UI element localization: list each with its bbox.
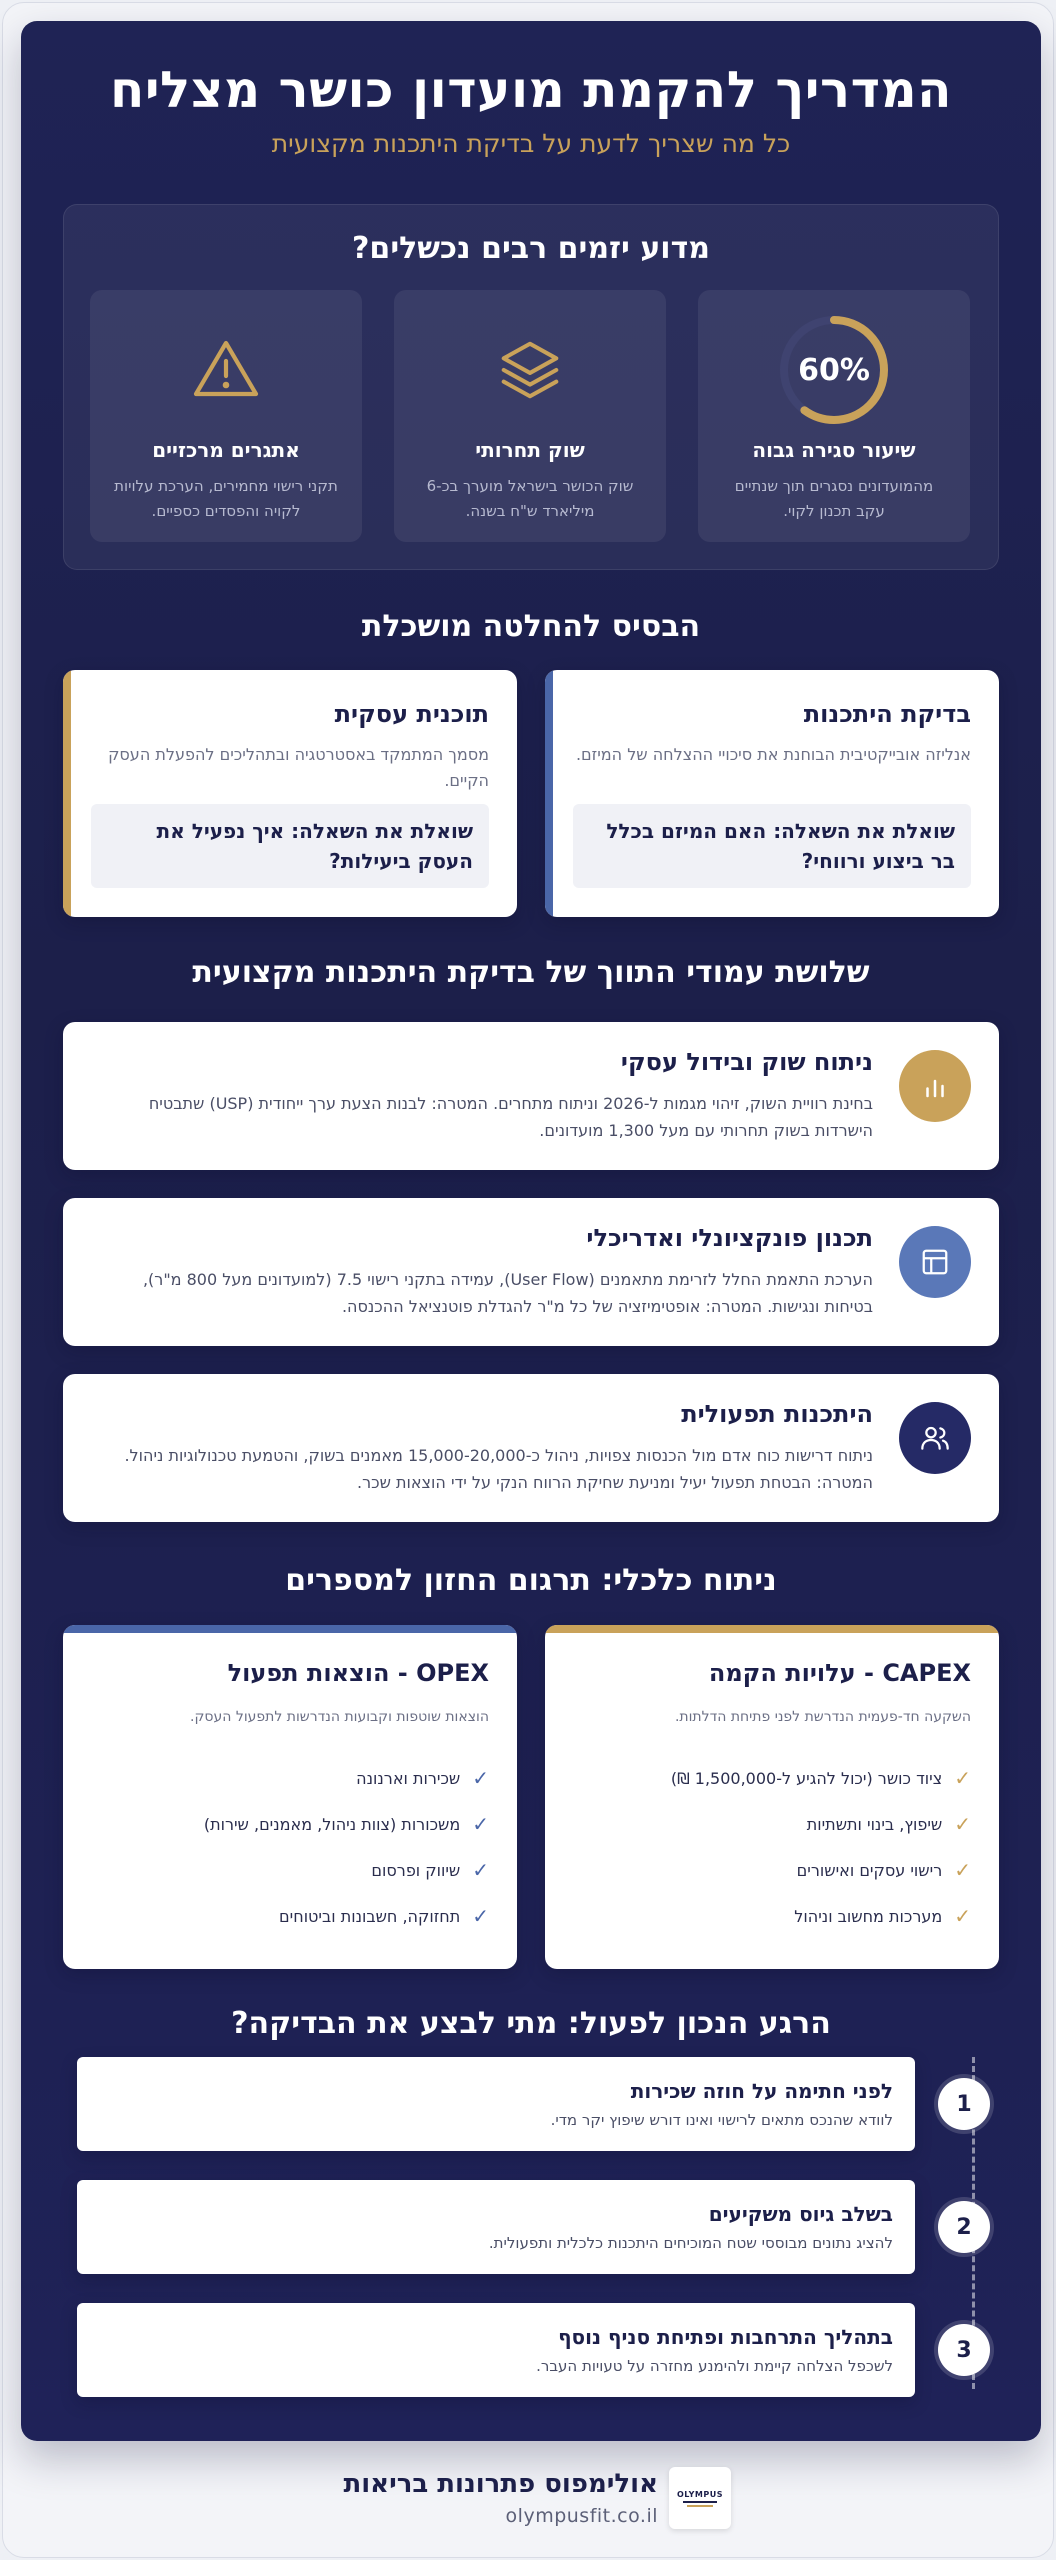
pillar-text: הערכת התאמת החלל לזרימת מתאמנים (User Flow), עמידה בתקני רישוי 7.5 (למועדונים מעל 800 מ"ר), בטיחות ונגישות. המטרה: אופטימיזציה של כל מ"ר להגדלת פוטנציאל ההכנסה. bbox=[142, 1270, 873, 1316]
stat-card-title: שוק תחרותי bbox=[475, 438, 585, 462]
finance-card-desc: הוצאות שוטפות וקבועות הנדרשות לתפעול העסק. bbox=[190, 1709, 489, 1725]
stat-card-title: שיעור סגירה גבוה bbox=[752, 438, 916, 462]
pillars-title: שלושת עמודי התווך של בדיקת היתכנות מקצועית bbox=[192, 955, 870, 990]
stat-card-text: תקני רישוי מחמירים, הערכת עלויות לקויה והפסדים כספיים. bbox=[114, 477, 338, 520]
finance-title: ניתוח כלכלי: תרגום החזון למספרים bbox=[285, 1563, 777, 1598]
pillar-text: ניתוח דרישות כוח אדם מול הכנסות צפויות, ניהול כ-15,000-20,000 מאמנים בשוק, והטמעת טכנולוגיות ניהול. המטרה: הבטחת תפעול יעיל ומניעת שחיקת הרווח הנקי על ידי הוצאות שכר. bbox=[124, 1446, 873, 1492]
check-icon: ✓ bbox=[954, 1858, 971, 1882]
basis-card-title: בדיקת היתכנות bbox=[803, 700, 971, 728]
timeline-step-1 bbox=[77, 2057, 915, 2151]
why-fail-section bbox=[63, 204, 999, 570]
pillar-operational-feasibility bbox=[63, 1374, 999, 1522]
list-item: ✓ שיפוץ, בינוי ותשתיות bbox=[806, 1812, 971, 1836]
check-icon: ✓ bbox=[472, 1766, 489, 1790]
layout-icon bbox=[899, 1226, 971, 1298]
page-frame bbox=[2, 2, 1054, 2558]
stat-card-closure-rate bbox=[698, 290, 970, 542]
basis-card-text: מסמך המתמקד באסטרטגיה ובתהליכים להפעלת העסק הקיים. bbox=[108, 745, 489, 790]
list-item: ✓ שיווק ופרסום bbox=[371, 1858, 489, 1882]
finance-card-title: OPEX - הוצאות תפעול bbox=[227, 1659, 489, 1687]
check-icon: ✓ bbox=[472, 1812, 489, 1836]
page-title: המדריך להקמת מועדון כושר מצליח bbox=[109, 61, 953, 119]
pillar-title: תכנון פונקציונלי ואדריכלי bbox=[586, 1224, 873, 1252]
list-item: ✓ משכורות (צוות ניהול, מאמנים, שירות) bbox=[203, 1812, 489, 1836]
finance-card-capex bbox=[545, 1625, 999, 1969]
stat-card-title: אתגרים מרכזיים bbox=[152, 438, 300, 462]
footer-website-link[interactable]: olympusfit.co.il bbox=[505, 2505, 658, 2527]
check-icon: ✓ bbox=[472, 1904, 489, 1928]
footer-company-name: אולימפוס פתרונות בריאות bbox=[343, 2469, 658, 2499]
warning-triangle-icon bbox=[90, 310, 362, 430]
check-icon: ✓ bbox=[954, 1812, 971, 1836]
infographic-panel bbox=[21, 21, 1041, 2441]
stat-card-challenges bbox=[90, 290, 362, 542]
stat-card-text: שוק הכושר בישראל מוערך בכ-6 מיליארד ש"ח בשנה. bbox=[426, 477, 634, 520]
finance-card-desc: השקעה חד-פעמית הנדרשת לפני פתיחת הדלתות. bbox=[674, 1709, 971, 1725]
step-text: לשכפל הצלחה קיימת ולהימנע מחזרה על טעויות העבר. bbox=[536, 2357, 893, 2375]
list-item: ✓ ציוד כושר (יכול להגיע ל-1,500,000 ₪) bbox=[670, 1766, 971, 1790]
stat-card-market bbox=[394, 290, 666, 542]
timing-title: הרגע הנכון לפעול: מתי לבצע את הבדיקה? bbox=[231, 2006, 831, 2041]
list-item: ✓ מערכות מחשוב וניהול bbox=[794, 1904, 971, 1928]
basis-card-accent bbox=[63, 670, 71, 917]
basis-card-feasibility bbox=[545, 670, 999, 917]
check-icon: ✓ bbox=[954, 1766, 971, 1790]
list-item: ✓ רישוי עסקים ואישורים bbox=[796, 1858, 971, 1882]
pillar-title: היתכנות תפעולית bbox=[681, 1400, 873, 1428]
finance-card-list bbox=[83, 1755, 489, 1939]
basis-title: הבסיס להחלטה מושכלת bbox=[361, 609, 701, 644]
step-text: להציג נתונים מבוססי שטח המוכיחים היתכנות כלכלית ותפעולית. bbox=[488, 2234, 893, 2252]
check-icon: ✓ bbox=[472, 1858, 489, 1882]
list-item: ✓ שכירות וארנונה bbox=[356, 1766, 489, 1790]
finance-card-accent bbox=[63, 1625, 517, 1633]
timeline-step-3 bbox=[77, 2303, 915, 2397]
step-number: 2 bbox=[938, 2201, 990, 2253]
basis-card-question: שואלת את השאלה: האם המיזם בכלל בר ביצוע ורווחי? bbox=[573, 804, 971, 888]
finance-card-list bbox=[565, 1755, 971, 1939]
pillar-text: בחינת רוויית השוק, זיהוי מגמות ל-2026 וניתוח מתחרים. המטרה: לבנות הצעת ערך ייחודית (USP) שתבטיח הישרדות בשוק תחרותי עם מעל 1,300 מועדונים. bbox=[148, 1094, 873, 1140]
pillar-title: ניתוח שוק ובידול עסקי bbox=[620, 1048, 873, 1076]
step-number: 3 bbox=[938, 2324, 990, 2376]
step-title: בתהליך התרחבות ופתיחת סניף נוסף bbox=[558, 2325, 893, 2349]
progress-ring-icon bbox=[698, 310, 970, 430]
bar-chart-icon bbox=[899, 1050, 971, 1122]
step-title: בשלב גיוס משקיעים bbox=[708, 2202, 893, 2226]
finance-card-accent bbox=[545, 1625, 999, 1633]
finance-card-opex bbox=[63, 1625, 517, 1969]
layers-icon bbox=[394, 310, 666, 430]
step-title: לפני חתימה על חוזה שכירות bbox=[630, 2079, 893, 2103]
basis-card-business-plan bbox=[63, 670, 517, 917]
basis-card-question: שואלת את השאלה: איך נפעיל את העסק ביעילות? bbox=[91, 804, 489, 888]
pillar-functional-design bbox=[63, 1198, 999, 1346]
basis-card-accent bbox=[545, 670, 553, 917]
basis-card-text: אנליזה אובייקטיבית הבוחנת את סיכויי ההצלחה של המיזם. bbox=[575, 745, 971, 764]
stat-card-text: מהמועדונים נסגרים תוך שנתיים עקב תכנון לקוי. bbox=[734, 477, 934, 520]
why-fail-title: מדוע יזמים רבים נכשלים? bbox=[352, 231, 710, 266]
company-logo: OLYMPUS bbox=[669, 2467, 731, 2529]
check-icon: ✓ bbox=[954, 1904, 971, 1928]
closure-rate-value: 60% bbox=[798, 352, 870, 388]
timeline-step-2 bbox=[77, 2180, 915, 2274]
page-subtitle: כל מה שצריך לדעת על בדיקת היתכנות מקצועית bbox=[271, 129, 791, 158]
list-item: ✓ תחזוקה, חשבונות וביטוחים bbox=[279, 1904, 489, 1928]
step-text: לוודא שהנכס מתאים לרישוי ואינו דורש שיפוץ יקר מדי. bbox=[550, 2111, 893, 2129]
step-number: 1 bbox=[938, 2078, 990, 2130]
finance-card-title: CAPEX - עלויות הקמה bbox=[708, 1659, 971, 1687]
basis-card-title: תוכנית עסקית bbox=[334, 700, 489, 728]
pillar-market-analysis bbox=[63, 1022, 999, 1170]
users-icon bbox=[899, 1402, 971, 1474]
